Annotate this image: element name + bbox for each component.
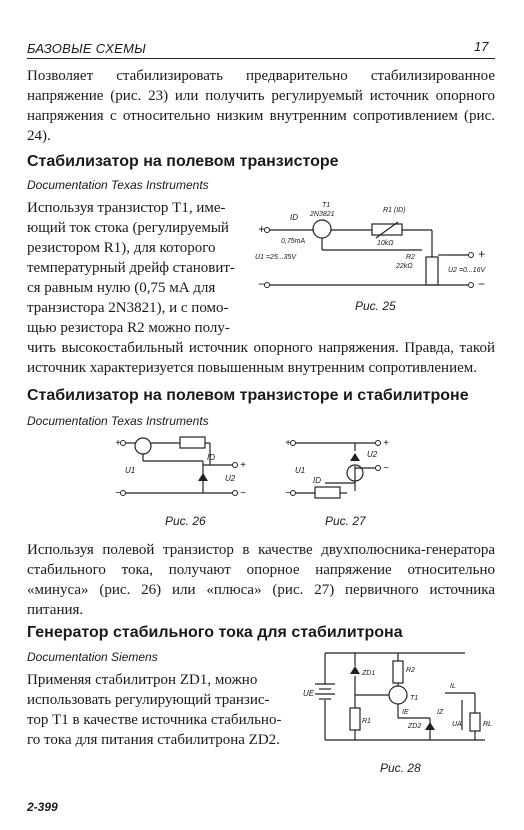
r2-label: R2: [406, 254, 415, 261]
u1-label: U1: [125, 466, 136, 475]
u2-label: U2: [367, 450, 378, 459]
text-line: тор T1 в качестве источника стабильно-: [27, 712, 282, 728]
page-number: 17: [474, 39, 489, 54]
current-label: 0,75mA: [281, 238, 306, 245]
r2-label: R2: [406, 667, 415, 674]
r1-value-label: 10kΩ: [377, 240, 394, 247]
section3-heading: Генератор стабильного тока для стабилитрона: [27, 624, 403, 641]
figure-25-caption: Рис. 25: [355, 299, 396, 313]
figure-28-caption: Рис. 28: [380, 761, 421, 775]
zd2-label: ZD2: [408, 723, 422, 730]
text-line: транзистора 2N3821), и с помо-: [27, 300, 229, 316]
iz-label: IZ: [437, 709, 444, 716]
minus-label: −: [285, 488, 291, 499]
u2-label: U2 =0...16V: [448, 267, 486, 274]
id-label: ID: [313, 476, 321, 485]
text-line: температурный дрейф становит-: [27, 260, 235, 276]
text-line: использовать регулирующий транзис-: [27, 692, 270, 708]
r2-value-label: 22kΩ: [396, 263, 413, 270]
plus-label: +: [383, 438, 389, 449]
text-line: ся равным нулю (0,75 мА для: [27, 280, 216, 296]
intro-paragraph: Позволяет стабилизировать предварительно стабилизированное напряжение (рис. 23) или получить регулируемый источник опорного напряжения с относительно низким внутренним сопротивлением (рис. 24).: [27, 68, 495, 144]
r1-label: R1 (ID): [383, 207, 406, 214]
section1-source: Documentation Texas Instruments: [27, 178, 209, 192]
plus-label: +: [240, 460, 246, 471]
section1-continuation: чить высокостабильный источник опорного напряжения. Правда, такой источник характеризуется повышенным внутренним сопротивлением.: [27, 340, 495, 376]
plus-label: +: [115, 438, 121, 449]
t1-label: T1: [410, 695, 419, 702]
t1-label: T1: [322, 202, 331, 209]
ie-label: IE: [402, 709, 409, 716]
text-line: ющий ток стока (регулируемый: [27, 220, 229, 236]
figure-26-schematic: [115, 433, 265, 533]
section1-heading: Стабилизатор на полевом транзисторе: [27, 153, 339, 170]
page-code: 2-399: [27, 800, 58, 814]
ua-label: UA: [452, 721, 462, 728]
minus-label: −: [115, 488, 121, 499]
minus-label: −: [383, 463, 389, 474]
section2-paragraph: Используя полевой транзистор в качестве двухполюсника-генератора стабильного тока, получают опорное напряжение относительно «минуса» (рис. 26) или «плюса» (рис. 27) первичного источника питания.: [27, 542, 495, 618]
u1-label: U1: [295, 466, 306, 475]
figure-27-schematic: [285, 433, 405, 533]
section2-source: Documentation Texas Instruments: [27, 414, 209, 428]
figure-27-caption: Рис. 27: [325, 514, 366, 528]
text-line: Используя транзистор T1, име-: [27, 200, 226, 216]
text-line: Применяя стабилитрон ZD1, можно: [27, 672, 258, 688]
u2-label: U2: [225, 474, 236, 483]
il-label: IL: [450, 683, 456, 690]
header-rule: [27, 58, 495, 59]
text-line: щью резистора R2 можно полу-: [27, 320, 230, 336]
minus-label: −: [240, 488, 246, 499]
plus-label: +: [258, 222, 266, 236]
ue-label: UE: [303, 689, 315, 698]
section3-source: Documentation Siemens: [27, 650, 158, 664]
plus-label: +: [285, 438, 291, 449]
text-line: резистором R1), для которого: [27, 240, 216, 256]
figure-28-schematic: [300, 648, 500, 778]
id-label: ID: [290, 213, 298, 222]
text-line: го тока для питания стабилитрона ZD2.: [27, 732, 280, 748]
r1-label: R1: [362, 718, 371, 725]
plus-label: +: [478, 247, 486, 261]
t1-type-label: 2N3821: [310, 211, 335, 218]
zd1-label: ZD1: [362, 670, 376, 677]
rl-label: RL: [483, 721, 492, 728]
figure-26-caption: Рис. 26: [165, 514, 206, 528]
section2-heading: Стабилизатор на полевом транзисторе и стабилитроне: [27, 387, 469, 404]
id-label: ID: [207, 453, 215, 462]
figure-25-schematic: [250, 195, 500, 320]
minus-label: −: [478, 277, 486, 291]
running-header: БАЗОВЫЕ СХЕМЫ: [27, 41, 147, 56]
u1-label: U1 =25...35V: [255, 254, 297, 261]
minus-label: −: [258, 277, 266, 291]
